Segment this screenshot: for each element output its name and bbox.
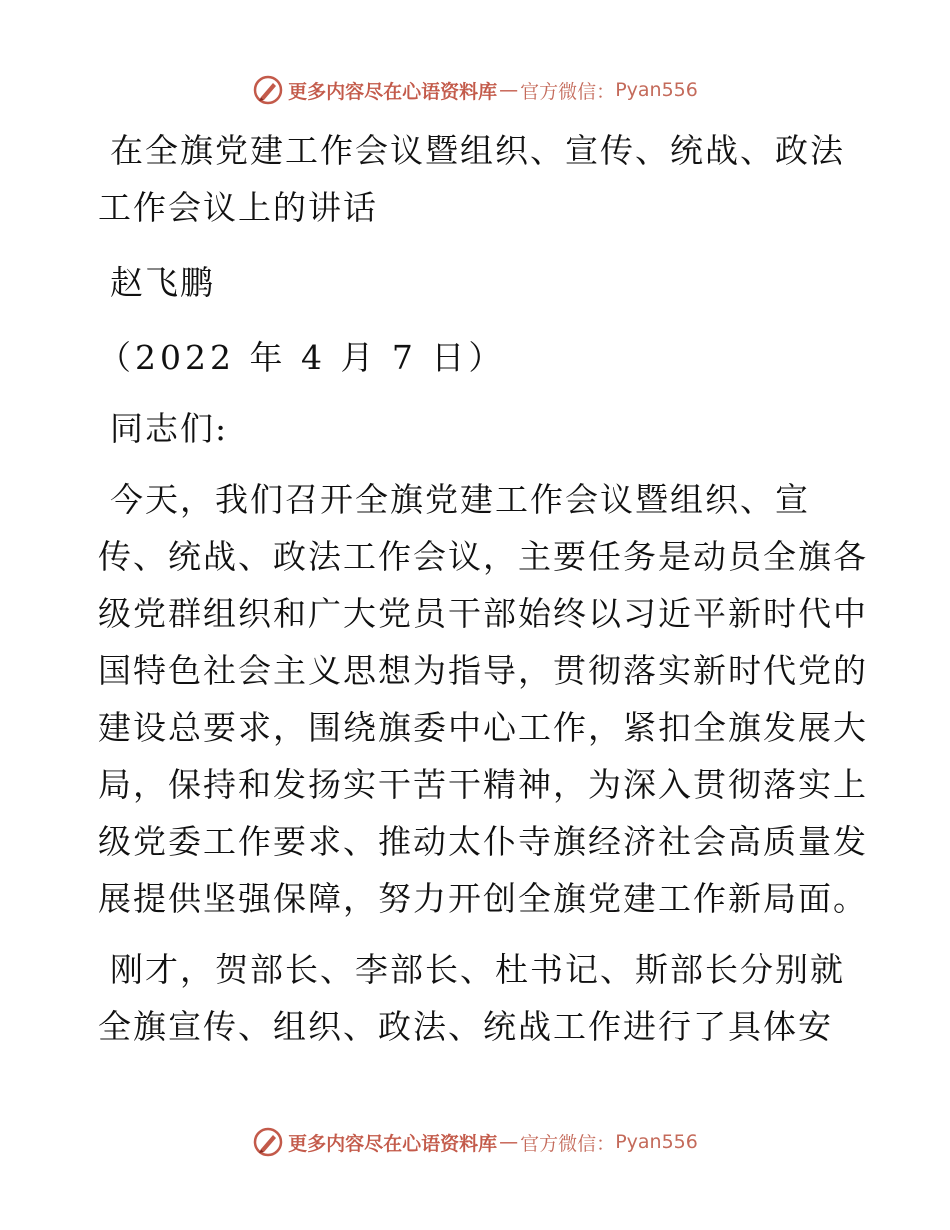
- pen-logo-icon: [252, 74, 284, 106]
- paragraph-1-line: 建设总要求，围绕旗委中心工作，紧扣全旗发展大: [98, 708, 868, 747]
- watermark-footer: [0, 1124, 950, 1160]
- watermark-main-text: 更多内容尽在心语资料库: [288, 80, 498, 103]
- paragraph-1-line: 国特色社会主义思想为指导，贯彻落实新时代党的: [98, 651, 868, 690]
- paragraph-2-line: 刚才，贺部长、李部长、杜书记、斯部长分别就: [110, 950, 845, 989]
- paragraph-1-line: 展提供坚强保障，努力开创全旗党建工作新局面。: [98, 879, 868, 918]
- paragraph-1-line: 级党群组织和广大党员干部始终以习近平新时代中: [98, 594, 868, 633]
- paragraph-1-line: 级党委工作要求、推动太仆寺旗经济社会高质量发: [98, 822, 868, 861]
- document-title: [98, 122, 858, 236]
- watermark-separator: —: [499, 79, 519, 101]
- watermark-separator: —: [499, 1131, 519, 1153]
- paragraph-2-line: 全旗宣传、组织、政法、统战工作进行了具体安: [98, 1007, 833, 1046]
- watermark-wechat-label: 官方微信：: [520, 80, 616, 103]
- document-body: [98, 122, 868, 1055]
- paragraph-2: [98, 941, 858, 1055]
- paragraph-1-line: 传、统战、政法工作会议，主要任务是动员全旗各: [98, 537, 868, 576]
- paragraph-1: [98, 471, 868, 927]
- salutation: 同志们:: [110, 409, 229, 448]
- watermark-main-text: 更多内容尽在心语资料库: [288, 1132, 498, 1155]
- author-name: 赵飞鹏: [110, 263, 215, 302]
- watermark-wechat-label: 官方微信：: [520, 1132, 616, 1155]
- watermark-wechat-id: Pyan556: [615, 79, 698, 101]
- pen-logo-icon: [252, 1126, 284, 1158]
- paragraph-1-line: 今天，我们召开全旗党建工作会议暨组织、宣: [110, 480, 810, 519]
- paragraph-1-line: 局，保持和发扬实干苦干精神，为深入贯彻落实上: [98, 765, 868, 804]
- watermark-header: [0, 72, 950, 108]
- speech-date: （2022 年 4 月 7 日）: [98, 338, 506, 377]
- title-line-1: 在全旗党建工作会议暨组织、宣传、统战、政法: [110, 131, 845, 170]
- watermark-wechat-id: Pyan556: [615, 1131, 698, 1153]
- title-line-2: 工作会议上的讲话: [98, 188, 378, 227]
